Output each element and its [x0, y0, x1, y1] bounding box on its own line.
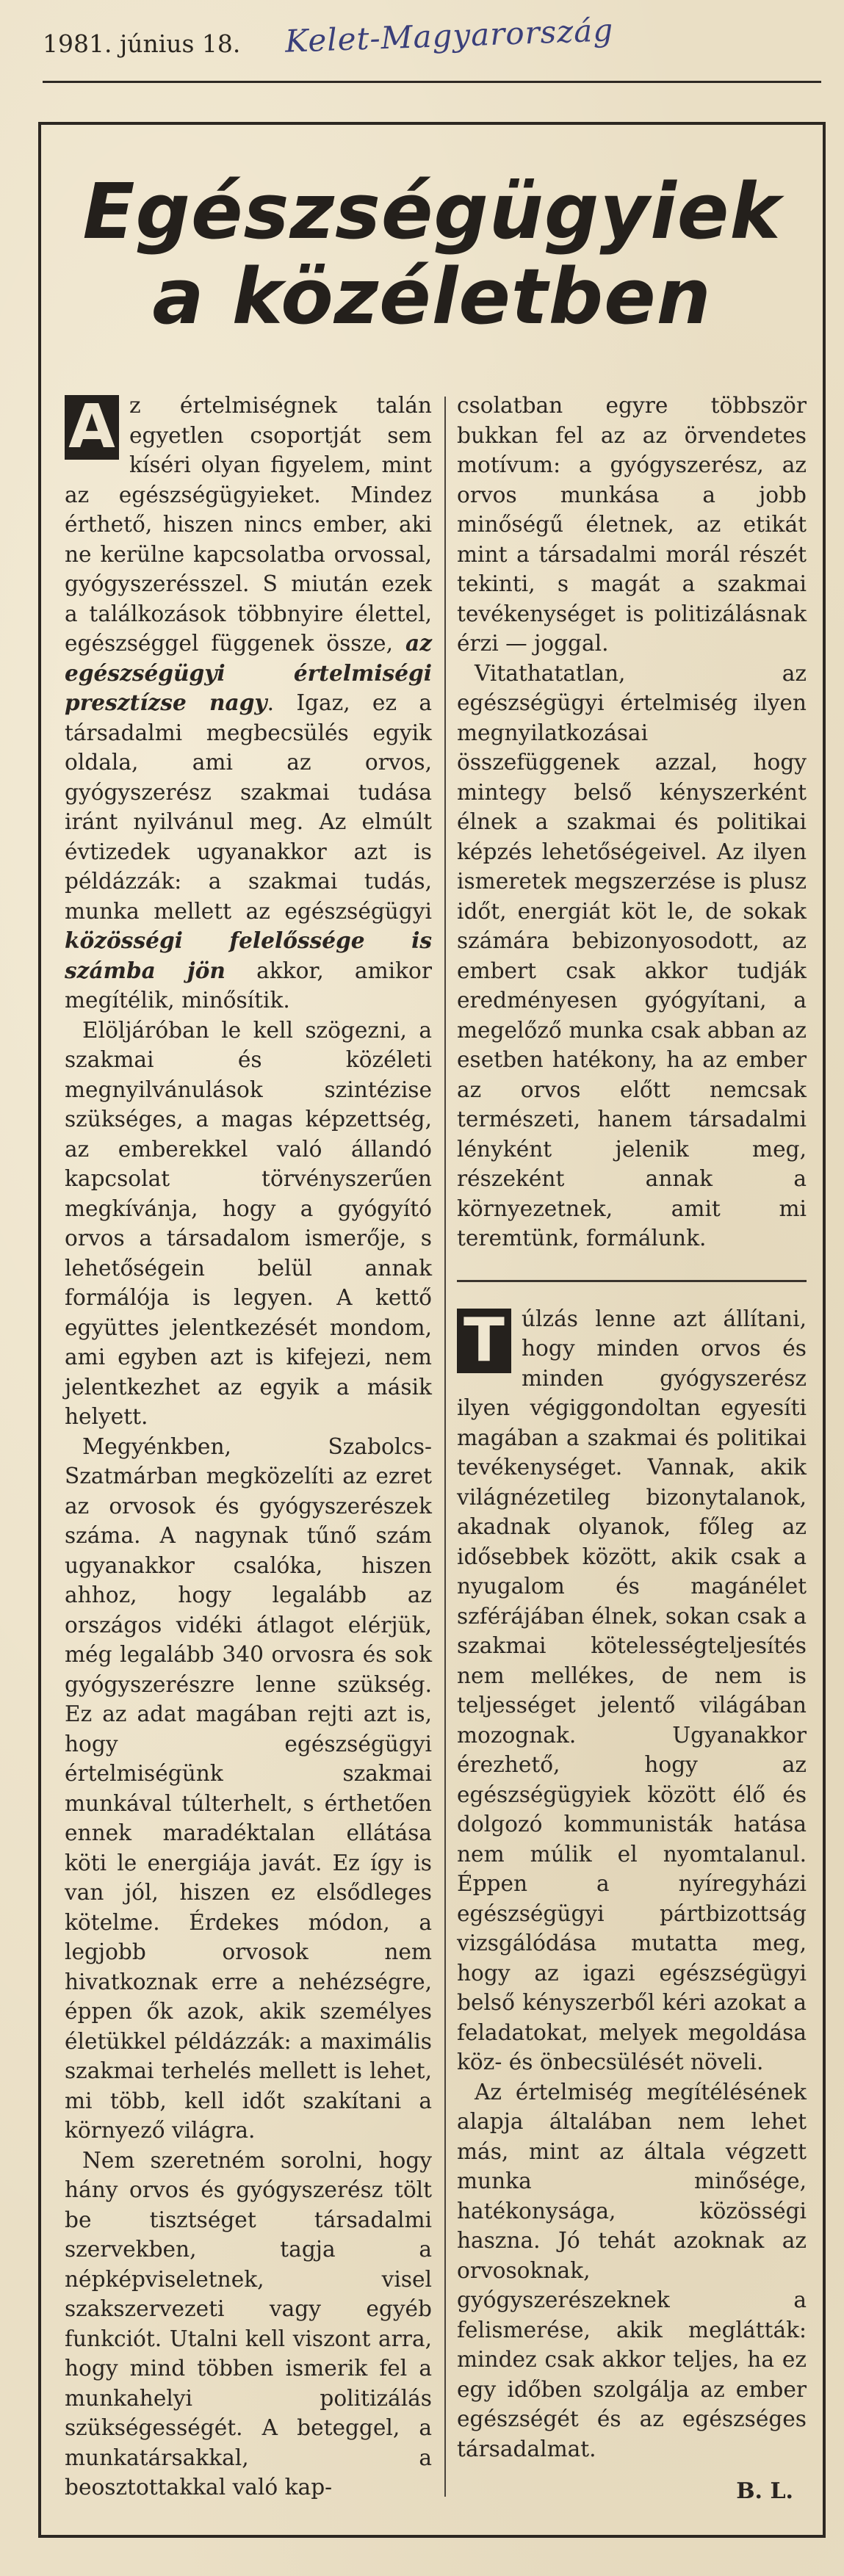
paragraph: T úlzás lenne azt állítani, hogy minden orvos és minden gyógyszerész ilyen végiggondoltan egyesíti magában a szakmai és politikai tevékenységet. Vannak, akik világnézetileg bizonytalanok, akadnak olyanok, főleg az idősebbek között, akik csak a nyugalom és magánélet szférájában élnek, sokan csak a szakmai kötelességteljesítés nem mellékes, de nem is teljességet jelentő világában mozognak. Ugyanakkor érezhető, hogy az egészségügyiek között élő és dolgozó kommunisták hatása nem múlik el nyomtalanul. Éppen a nyíregyházi egészségügyi pártbizottság vizsgálódása mutatta meg, hogy az igazi egészségügyi belső kényszerből kéri azokat a feladatokat, melyek megoldása köz- és önbecsülését növeli. [457, 1305, 807, 2074]
emphasis: az egészségügyi értelmiségi presztízse nagy [65, 630, 432, 715]
article-frame [38, 122, 826, 2538]
left-column [65, 391, 432, 2503]
emphasis: közösségi felelőssége is számba jön [65, 927, 432, 983]
paragraph: Elöljáróban le kell szögezni, a szakmai és közéleti megnyilvánulások szintézise szükséges, a magas képzettség, az emberekkel való állandó kapcsolat törvényszerűen megkívánja, hogy a gyógyító orvos a társadalom ismerője, s lehetőségein belül annak formálója is legyen. A kettő együttes jelentkezését mondom, ami egyben azt is kifejezi, nem jelentkezhet az egyik a másik helyett. [65, 1017, 432, 1429]
title-line-2: a közéletben [152, 252, 712, 341]
clipping-header [43, 13, 821, 73]
paragraph: csolatban egyre többször bukkan fel az az örvendetes motívum: a gyógyszerész, az orvos munkása a jobb minőségű életnek, az etikát mint a társadalmi morál részét tekinti, s magát a szakmai tevékenységet is politizálásnak érzi — joggal. [457, 393, 807, 656]
publication-date: 1981. június 18. [43, 29, 241, 58]
right-column [457, 391, 807, 2507]
header-rule [43, 81, 821, 83]
column-divider [444, 397, 446, 2497]
article-title [41, 169, 823, 339]
title-line-1: Egészségügyiek [82, 167, 782, 256]
dropcap: T [457, 1309, 511, 1373]
paragraph: Megyénkben, Szabolcs-Szatmárban megközelíti az ezret az orvosok és gyógyszerészek száma. A nagynak tűnő szám ugyanakkor csalóka, hiszen ahhoz, hogy legalább az országos vidéki átlagot elérjük, még legalább 340 orvosra és sok gyógyszerészre lenne szükség. Ez az adat magában rejti azt is, hogy egészségügyi értelmiségünk szakmai munkával túlterhelt, s érthetően ennek maradéktalan ellátása köti le energiája javát. Ez így is van jól, hiszen ez elsődleges kötelme. Érdekes módon, a legjobb orvosok nem hivatkoznak erre a nehézségre, éppen ők azok, akik személyes életükkel példázzák: a maximális szakmai terhelés mellett is lehet, mi több, kell időt szakítani a környező világra. [65, 1433, 432, 2143]
paragraph: Az értelmiség megítélésének alapja általában nem lehet más, mint az általa végzett munka minősége, hatékonysága, közösségi haszna. Jó tehát azoknak az orvosoknak, gyógyszerészeknek a felismerése, akik meglátták: mindez csak akkor teljes, ha ez egy időben szolgálja az ember egészségét és az egészséges társadalmat. [457, 2079, 807, 2461]
handwritten-source-note: Kelet-Magyarország [284, 12, 614, 59]
section-divider [457, 1280, 807, 1282]
author-signature: B. L. [736, 2478, 793, 2504]
paragraph: Nem szeretném sorolni, hogy hány orvos és gyógyszerész tölt be tisztséget társadalmi szervekben, tagja a népképviseletnek, visel szakszervezeti vagy egyéb funkciót. Utalni kell viszont arra, hogy mind többen ismerik fel a munkahelyi politizálás szükségességét. A beteggel, a munkatársakkal, a beosztottakkal való kap- [65, 2147, 432, 2500]
paragraph: A z értelmiségnek talán egyetlen csoportját sem kíséri olyan figyelem, mint az egészségügyieket. Mindez érthető, hiszen nincs ember, aki ne kerülne kapcsolatba orvossal, gyógyszerésszel. S miután ezek a találkozások többnyire élettel, egészséggel függenek össze, az egészségügyi értelmiségi presztízse nagy. Igaz, ez a társadalmi megbecsülés egyik oldala, ami az orvos, gyógyszerész szakmai tudása iránt nyilvánul meg. Az elmúlt évtizedek ugyanakkor azt is példázzák: a szakmai tudás, munka mellett az egészségügyi közösségi felelőssége is számba jön akkor, amikor megítélik, minősítik. [65, 392, 433, 1013]
dropcap: A [65, 395, 119, 460]
paragraph: Vitathatatlan, az egészségügyi értelmiség ilyen megnyilatkozásai összefüggenek azzal, hogy mintegy belső kényszerként élnek a szakmai és politikai képzés lehetőségeivel. Az ilyen ismeretek megszerzése is plusz időt, energiát köt le, de sokak számára bebizonyosodott, az embert csak akkor tudják eredményesen gyógyítani, a megelőző munka csak abban az esetben hatékony, ha az ember az orvos előtt nemcsak természeti, hanem társadalmi lényként jelenik meg, részeként annak a környezetnek, amit mi teremtünk, formálunk. [457, 660, 807, 1251]
